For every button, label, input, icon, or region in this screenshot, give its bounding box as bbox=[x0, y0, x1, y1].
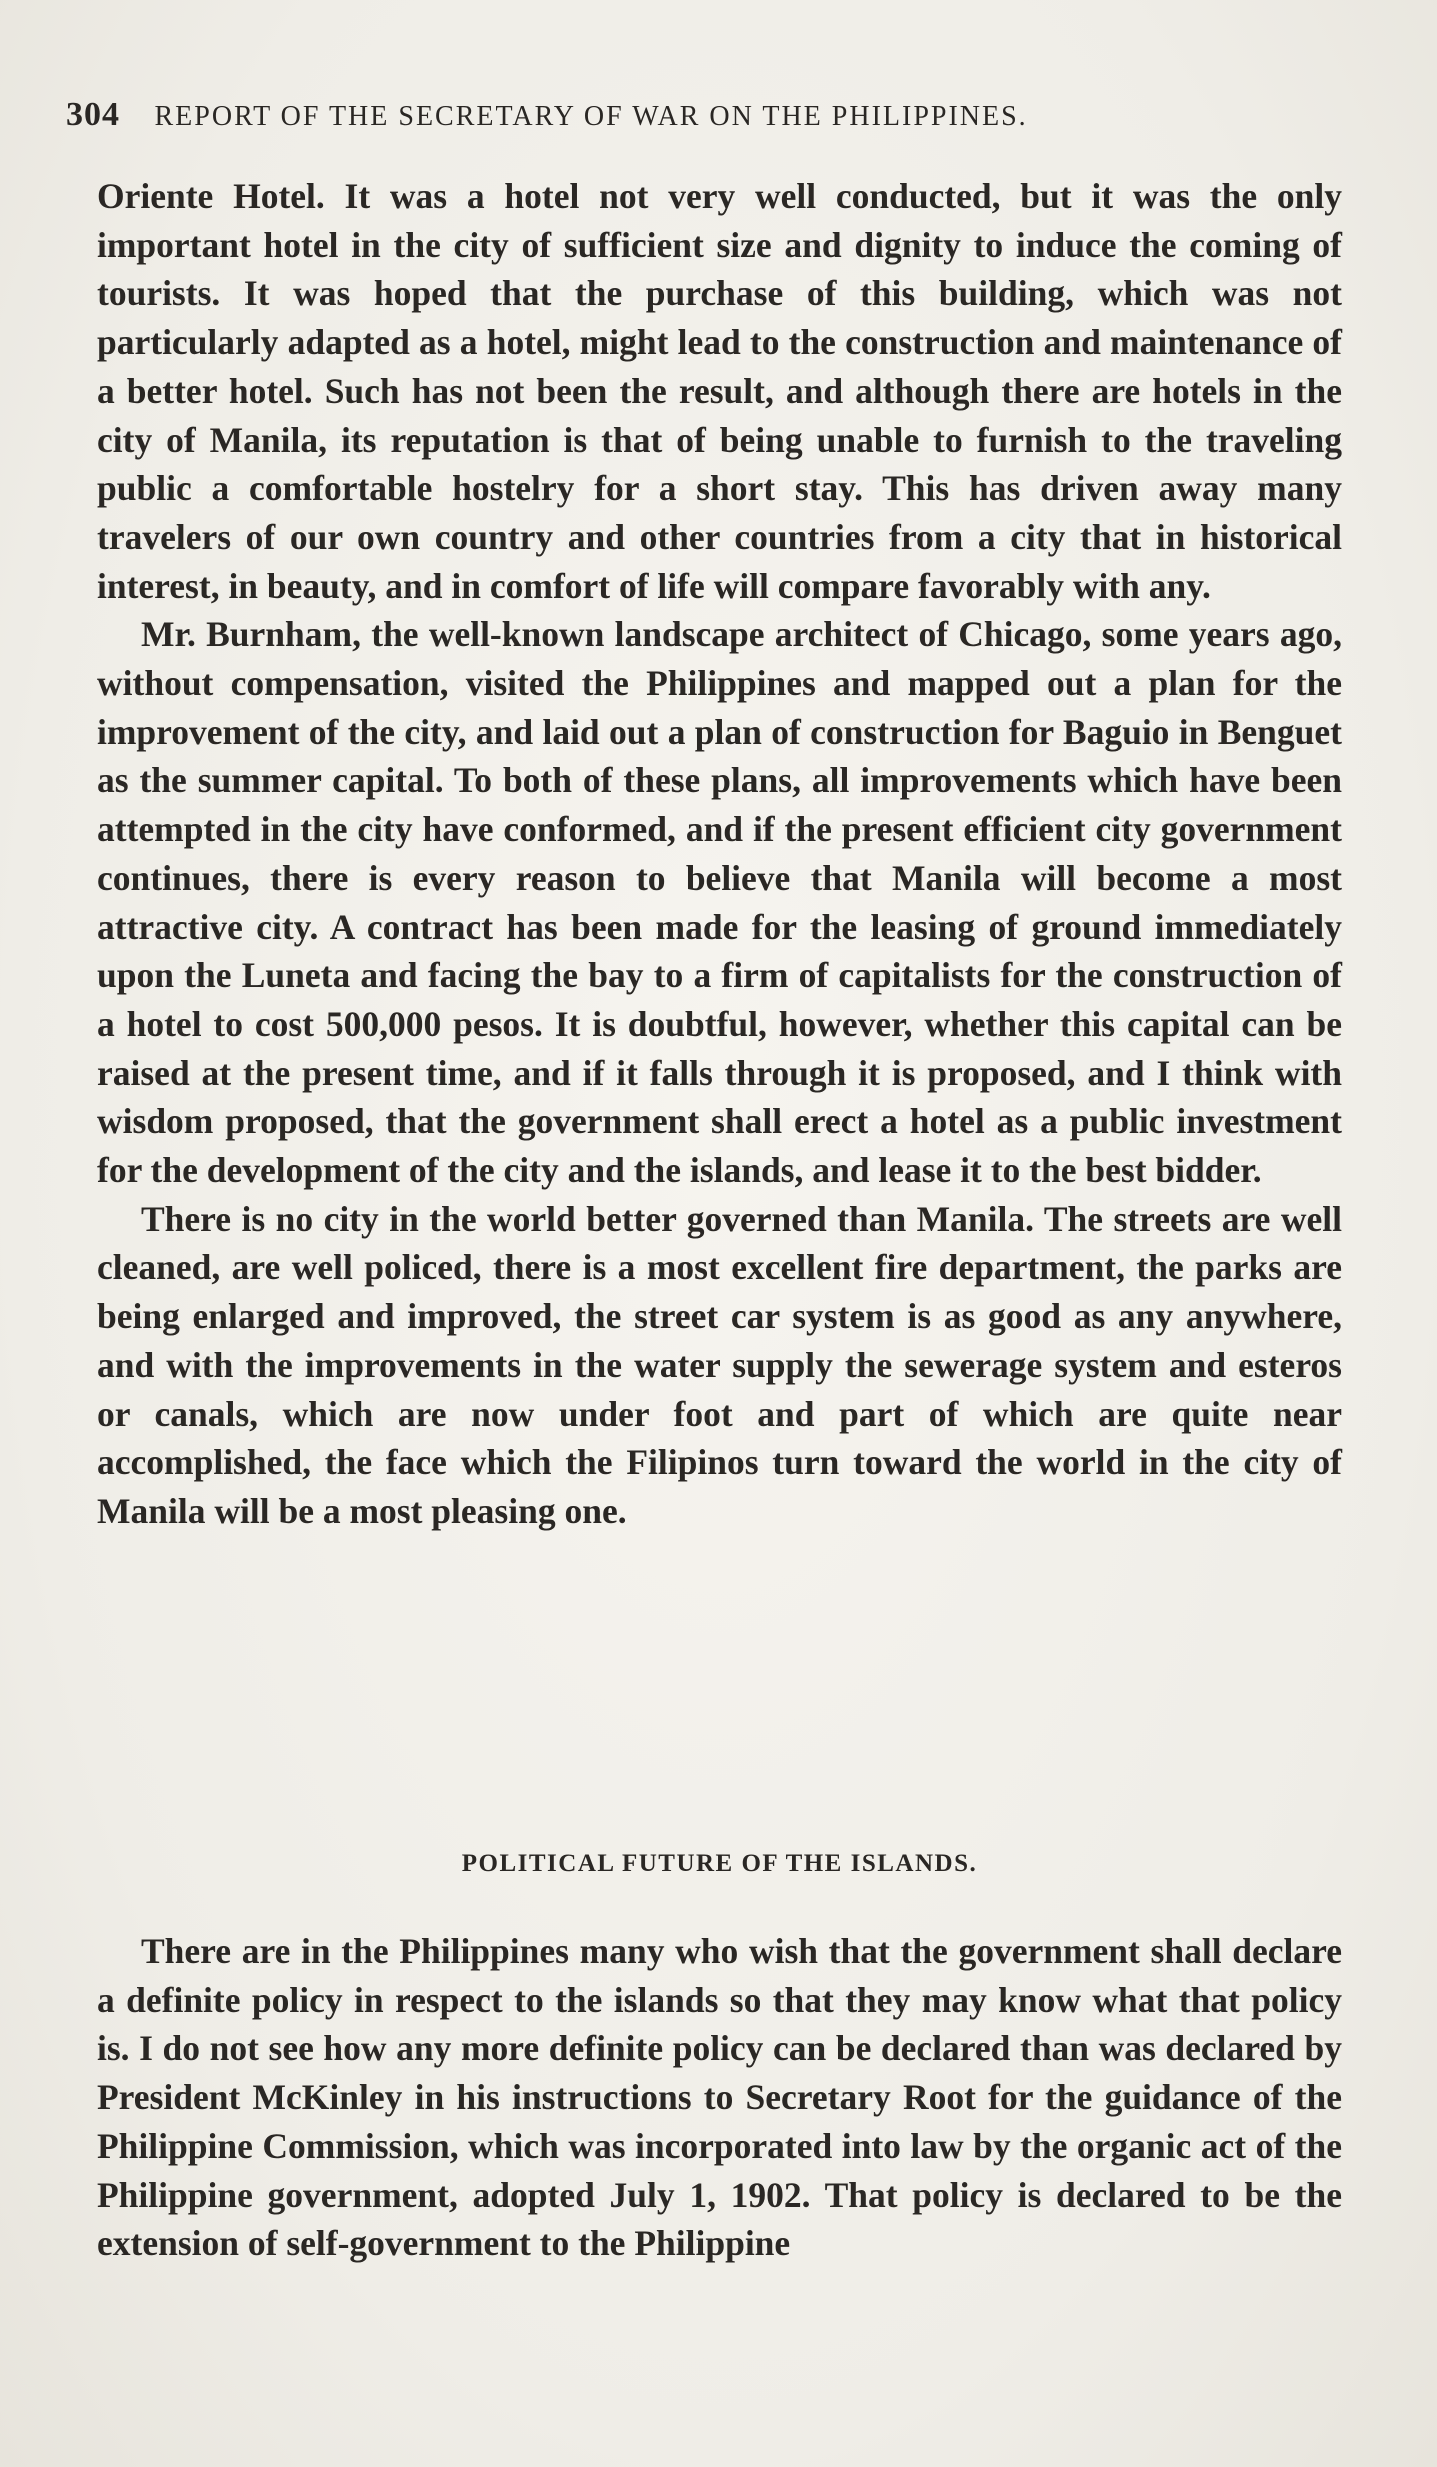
paragraph-political-future: There are in the Philippines many who wish that the government shall declare a definite policy in respect to the islands so that they may know what that policy is. I do not see how any more definite policy can be declared than was declared by President McKinley in his instructions to Secretary Root for the guidance of the Philippine Commission, which was incorporated into law by the organic act of the Philippine government, adopted July 1, 1902. That policy is declared to be the extension of self-government to the Philippine bbox=[97, 1931, 1342, 2264]
section-heading: POLITICAL FUTURE OF THE ISLANDS. bbox=[461, 1850, 978, 1877]
paragraph-burnham-plan: Mr. Burnham, the well-known landscape architect of Chicago, some years ago, without compensation, visited the Philippines and mapped out a plan for the improvement of the city, and laid out a plan of construction for Baguio in Benguet as the summer capital. To both of these plans, all improvements which have been attempted in the city have conformed, and if the present efficient city government continues, there is every reason to believe that Manila will become a most attractive city. A contract has been made for the leasing of ground immediately upon the Luneta and facing the bay to a firm of capitalists for the construction of a hotel to cost 500,000 pesos. It is doubtful, however, whether this capital can be raised at the present time, and if it falls through it is proposed, and I think with wisdom proposed, that the government shall erect a hotel as a public investment for the development of the city and the islands, and lease it to the best bidder. bbox=[97, 614, 1342, 1191]
paragraph-oriente-hotel: Oriente Hotel. It was a hotel not very well conducted, but it was the only important hotel in the city of sufficient size and dignity to induce the coming of tourists. It was hoped that the purchase of this building, which was not particularly adapted as a hotel, might lead to the construction and maintenance of a better hotel. Such has not been the result, and although there are hotels in the city of Manila, its reputation is that of being unable to furnish to the traveling public a comfortable hostelry for a short stay. This has driven away many travelers of our own country and other countries from a city that in historical interest, in beauty, and in comfort of life will compare favorably with any. bbox=[97, 176, 1342, 606]
running-title: REPORT OF THE SECRETARY OF WAR ON THE PHILIPPINES. bbox=[154, 101, 1028, 132]
paragraph-manila-government: There is no city in the world better governed than Manila. The streets are well cleaned, are well policed, there is a most excellent fire department, the parks are being enlarged and improved, the street car system is as good as any anywhere, and with the improvements in the water supply the sewerage system and esteros or canals, which are now under foot and part of which are quite near accomplished, the face which the Filipinos turn toward the world in the city of Manila will be a most pleasing one. bbox=[97, 1198, 1342, 1531]
body-text bbox=[97, 172, 1342, 1536]
page-number: 304 bbox=[66, 96, 120, 133]
section-body-text bbox=[97, 1927, 1342, 2268]
running-head bbox=[66, 96, 1386, 134]
